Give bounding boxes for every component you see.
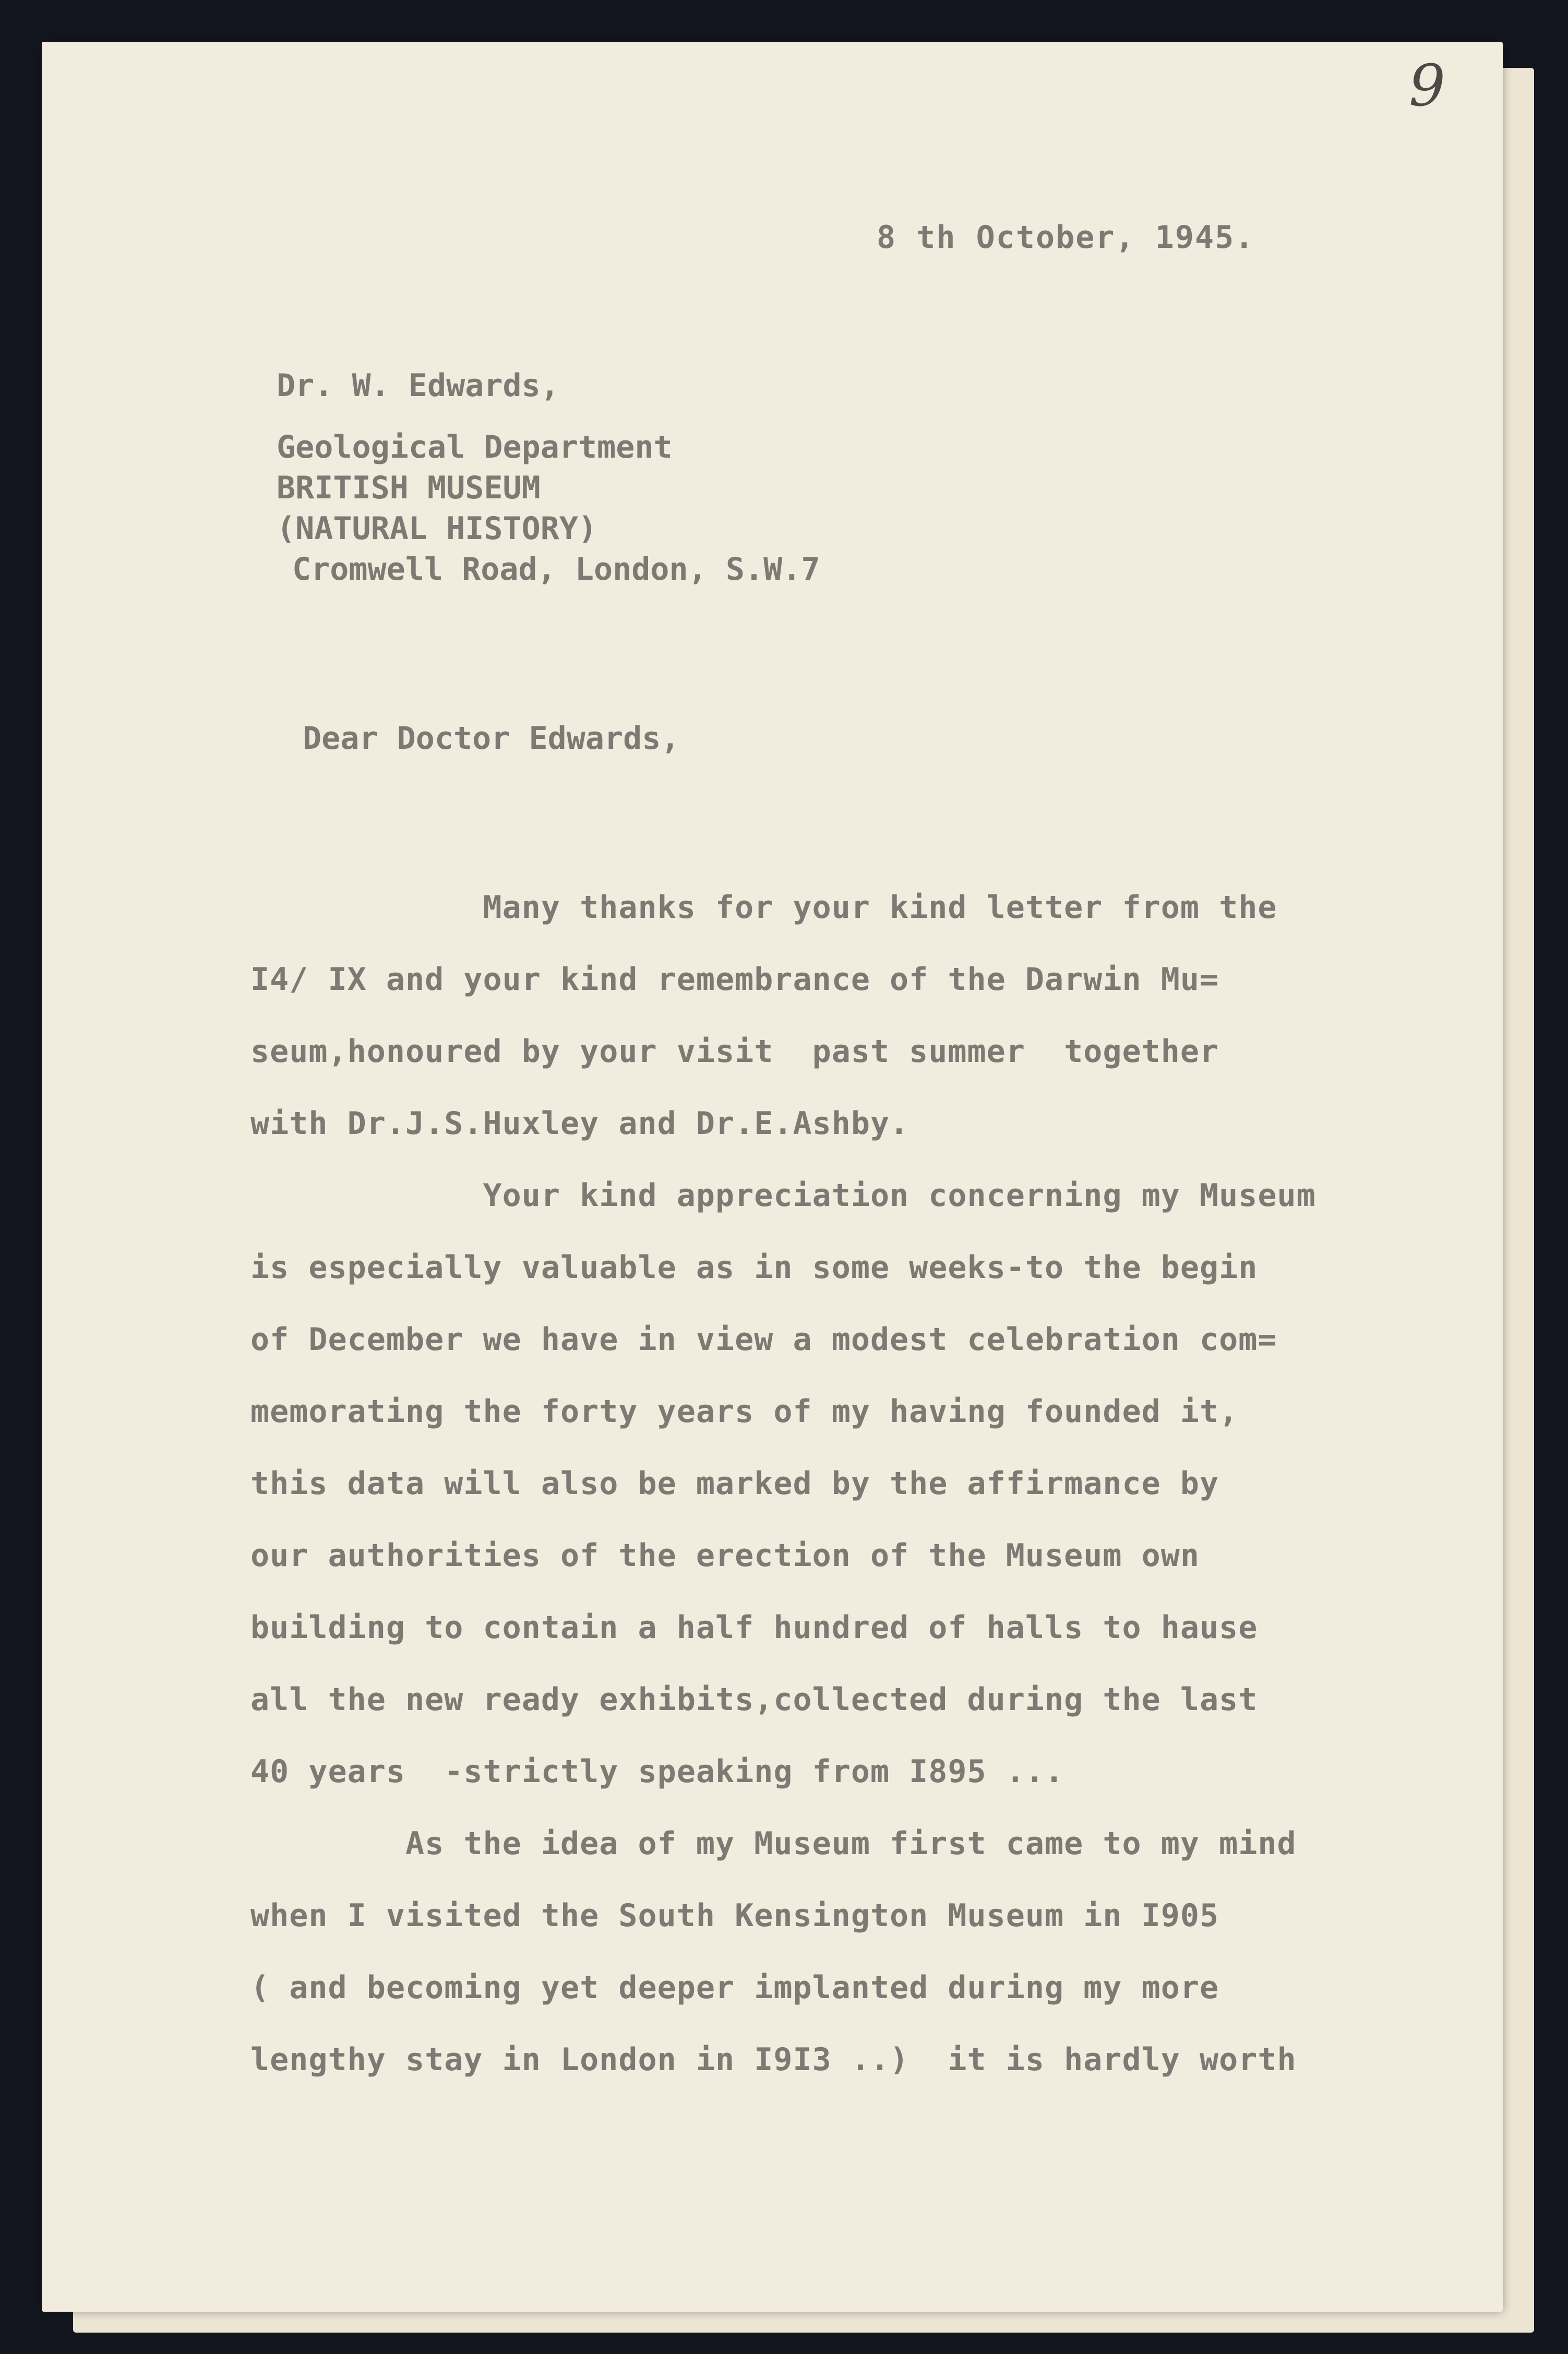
body-line: seum,honoured by your visit past summer together bbox=[250, 1033, 1219, 1070]
body-line: is especially valuable as in some weeks-to the begin bbox=[250, 1249, 1258, 1286]
body-line: ( and becoming yet deeper implanted during my more bbox=[250, 1969, 1219, 2006]
address-line: Geological Department bbox=[277, 429, 673, 465]
body-line: all the new ready exhibits,collected during the last bbox=[250, 1681, 1258, 1718]
body-line: with Dr.J.S.Huxley and Dr.E.Ashby. bbox=[250, 1105, 909, 1142]
body-line: when I visited the South Kensington Museum in I905 bbox=[250, 1897, 1219, 1934]
address-line: (NATURAL HISTORY) bbox=[277, 510, 597, 547]
body-line: 40 years -strictly speaking from I895 ... bbox=[250, 1753, 1064, 1790]
body-line: our authorities of the erection of the Museum own bbox=[250, 1537, 1200, 1574]
body-line: I4/ IX and your kind remembrance of the Darwin Mu= bbox=[250, 961, 1219, 998]
body-line: memorating the forty years of my having founded it, bbox=[250, 1393, 1239, 1430]
salutation: Dear Doctor Edwards, bbox=[303, 720, 680, 757]
body-line: this data will also be marked by the affirmance by bbox=[250, 1465, 1219, 1502]
folio-number: 9 bbox=[1409, 52, 1445, 119]
addressee-name: Dr. W. Edwards, bbox=[277, 367, 559, 404]
body-line: building to contain a half hundred of halls to hause bbox=[250, 1609, 1258, 1646]
letter-date: 8 th October, 1945. bbox=[877, 219, 1255, 256]
body-line: of December we have in view a modest celebration com= bbox=[250, 1321, 1277, 1358]
body-line: Your kind appreciation concerning my Museum bbox=[250, 1177, 1316, 1214]
body-line: lengthy stay in London in I9I3 ..) it is hardly worth bbox=[250, 2041, 1297, 2078]
body-line: As the idea of my Museum first came to my mind bbox=[250, 1825, 1297, 1862]
letter-page bbox=[42, 42, 1503, 2312]
addressee-block bbox=[277, 365, 820, 590]
body-line: Many thanks for your kind letter from the bbox=[250, 889, 1277, 926]
address-line: BRITISH MUSEUM bbox=[277, 470, 541, 506]
faded-archive-stamp bbox=[1164, 2164, 1450, 2179]
letter-body bbox=[250, 871, 1316, 2096]
address-line: Cromwell Road, London, S.W.7 bbox=[292, 551, 820, 588]
